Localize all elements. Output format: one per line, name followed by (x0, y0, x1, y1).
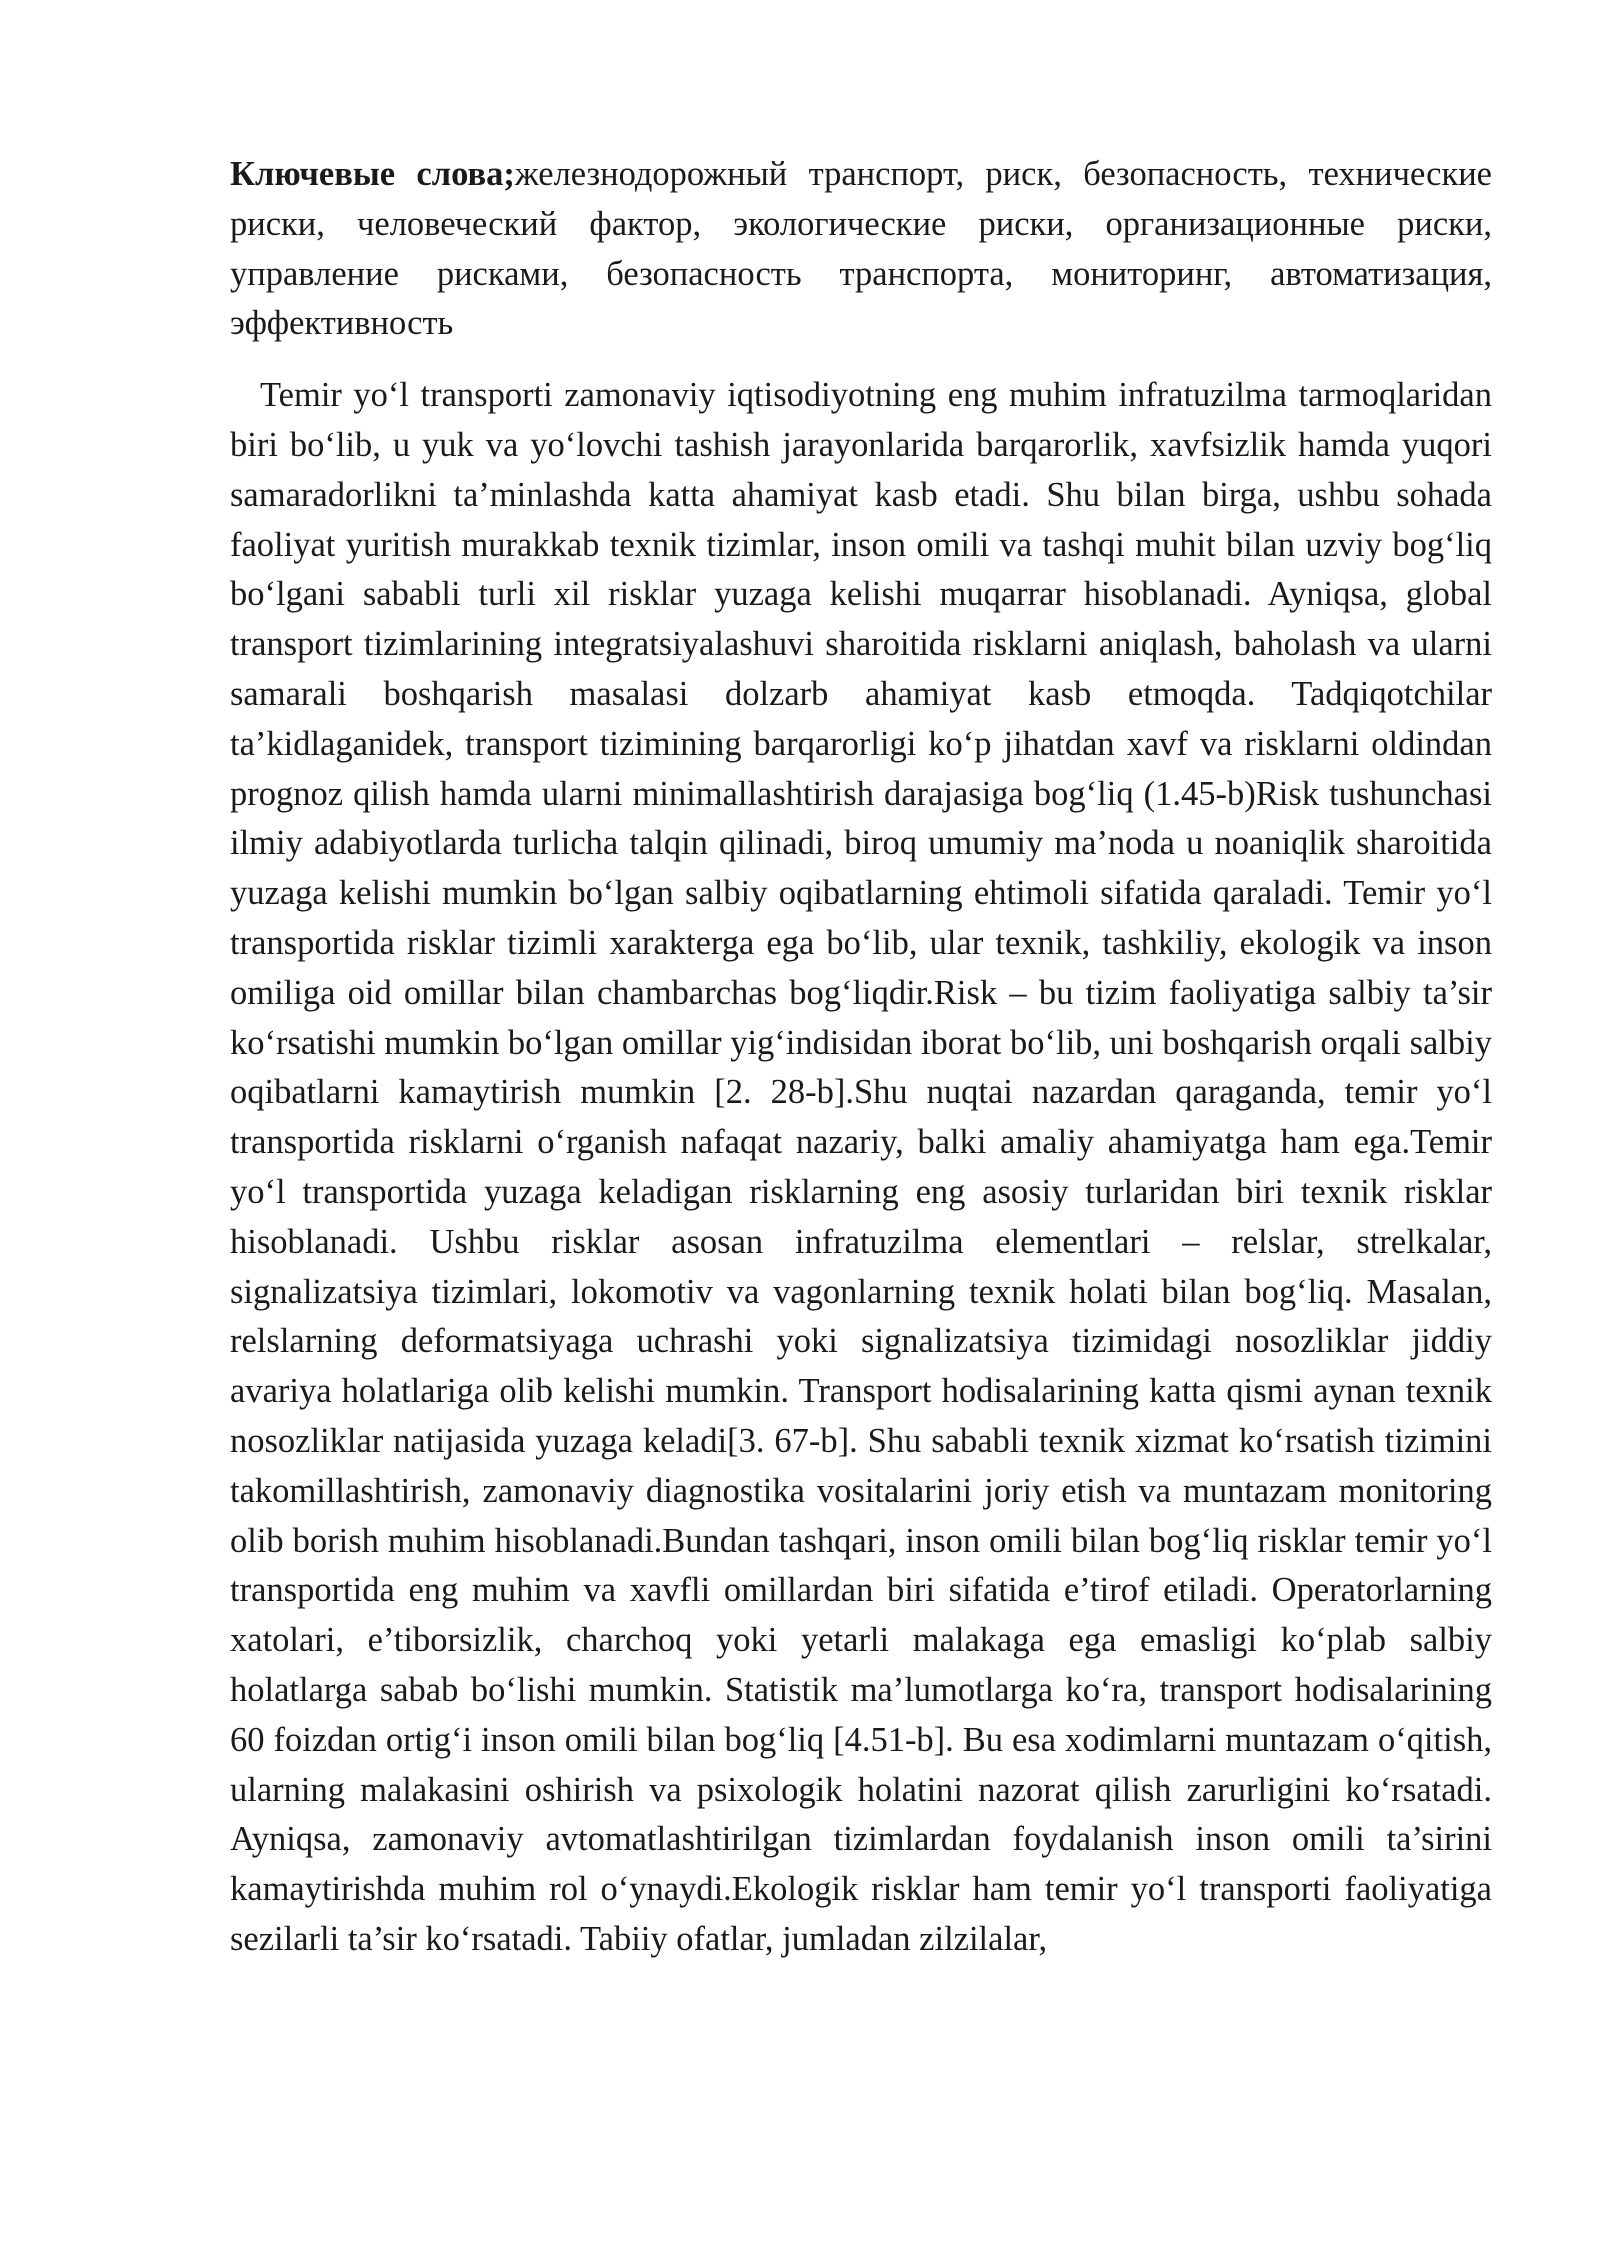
body-paragraph: Temir yo‘l transporti zamonaviy iqtisodiyotning eng muhim infratuzilma tarmoqlaridan biri bo‘lib, u yuk va yo‘lovchi tashish jarayonlarida barqarorlik, xavfsizlik hamda yuqori samaradorlikni ta’minlashda katta ahamiyat kasb etadi. Shu bilan birga, ushbu sohada faoliyat yuritish murakkab texnik tizimlar, inson omili va tashqi muhit bilan uzviy bog‘liq bo‘lgani sababli turli xil risklar yuzaga kelishi muqarrar hisoblanadi. Ayniqsa, global transport tizimlarining integratsiyalashuvi sharoitida risklarni aniqlash, baholash va ularni samarali boshqarish masalasi dolzarb ahamiyat kasb etmoqda. Tadqiqotchilar ta’kidlaganidek, transport tizimining barqarorligi ko‘p jihatdan xavf va risklarni oldindan prognoz qilish hamda ularni minimallashtirish darajasiga bog‘liq (1.45-b)Risk tushunchasi ilmiy adabiyotlarda turlicha talqin qilinadi, biroq umumiy ma’noda u noaniqlik sharoitida yuzaga kelishi mumkin bo‘lgan salbiy oqibatlarning ehtimoli sifatida qaraladi. Temir yo‘l transportida risklar tizimli xarakterga ega bo‘lib, ular texnik, tashkiliy, ekologik va inson omiliga oid omillar bilan chambarchas bog‘liqdir.Risk – bu tizim faoliyatiga salbiy ta’sir ko‘rsatishi mumkin bo‘lgan omillar yig‘indisidan iborat bo‘lib, uni boshqarish orqali salbiy oqibatlarni kamaytirish mumkin [2. 28-b].Shu nuqtai nazardan qaraganda, temir yo‘l transportida risklarni o‘rganish nafaqat nazariy, balki amaliy ahamiyatga ham ega.Temir yo‘l transportida yuzaga keladigan risklarning eng asosiy turlaridan biri texnik risklar hisoblanadi. Ushbu risklar asosan infratuzilma elementlari – relslar, strelkalar, signalizatsiya tizimlari, lokomotiv va vagonlarning texnik holati bilan bog‘liq. Masalan, relslarning deformatsiyaga uchrashi yoki signalizatsiya tizimidagi nosozliklar jiddiy avariya holatlariga olib kelishi mumkin. Transport hodisalarining katta qismi aynan texnik nosozliklar natijasida yuzaga keladi[3. 67-b]. Shu sababli texnik xizmat ko‘rsatish tizimini takomillashtirish, zamonaviy diagnostika vositalarini joriy etish va muntazam monitoring olib borish muhim hisoblanadi.Bundan tashqari, inson omili bilan bog‘liq risklar temir yo‘l transportida eng muhim va xavfli omillardan biri sifatida e’tirof etiladi. Operatorlarning xatolari, e’tiborsizlik, charchoq yoki yetarli malakaga ega emasligi ko‘plab salbiy holatlarga sabab bo‘lishi mumkin. Statistik ma’lumotlarga ko‘ra, transport hodisalarining 60 foizdan ortig‘i inson omili bilan bog‘liq [4.51-b]. Bu esa xodimlarni muntazam o‘qitish, ularning malakasini oshirish va psixologik holatini nazorat qilish zarurligini ko‘rsatadi. Ayniqsa, zamonaviy avtomatlashtirilgan tizimlardan foydalanish inson omili ta’sirini kamaytirishda muhim rol o‘ynaydi.Ekologik risklar ham temir yo‘l transporti faoliyatiga sezilarli ta’sir ko‘rsatadi. Tabiiy ofatlar, jumladan zilzilalar, (230, 376, 1492, 1958)
document-page (230, 150, 1492, 1965)
keywords-paragraph (230, 150, 1492, 349)
keywords-label: Ключевые слова; (230, 155, 515, 193)
keywords-text: железнодорожный транспорт, риск, безопасность, технические риски, человеческий фактор, экологические риски, организационные риски, управление рисками, безопасность транспорта, мониторинг, автоматизация, эффективность (230, 155, 1492, 343)
